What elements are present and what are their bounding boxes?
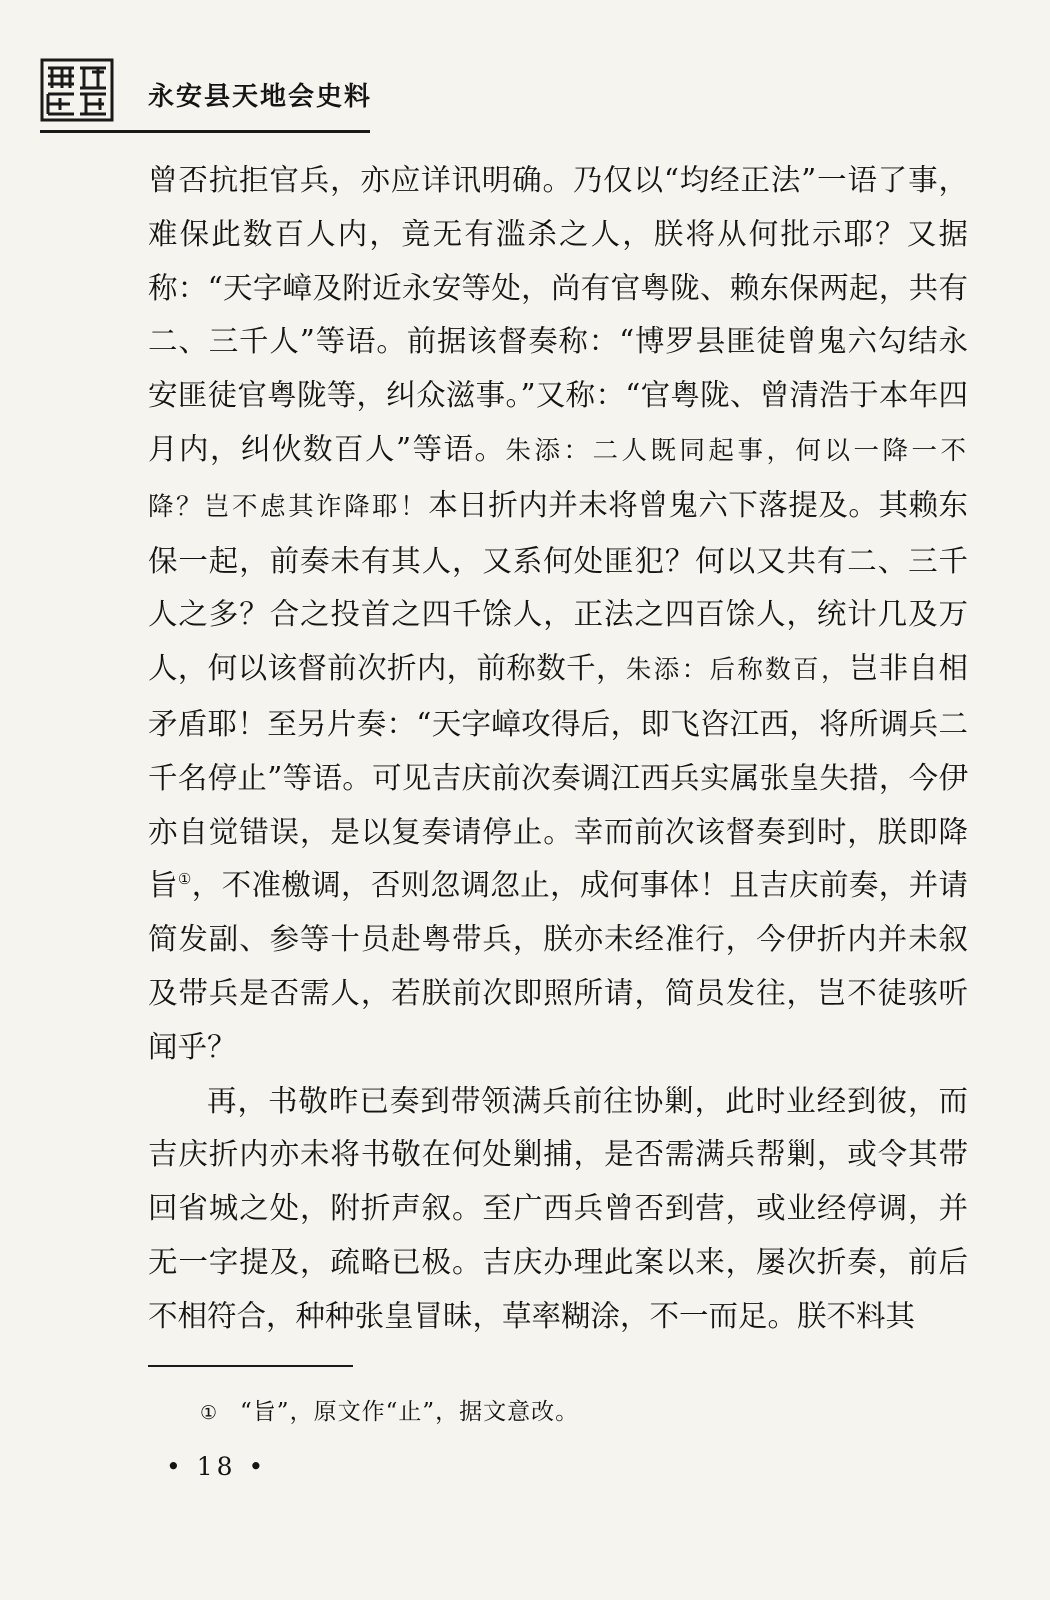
- paragraph-1: [148, 154, 968, 1075]
- footnote-text: “旨”，原文作“止”，据文意改。: [240, 1399, 580, 1425]
- imperial-note: 朱添：后称数百，: [625, 655, 849, 686]
- text-run: ，不准檄调，否则忽调忽止，成何事体！且吉庆前奏，并请简发副、参等十员赴粤带兵，朕亦未经准行，今伊折内并未叙及带兵是否需人，若朕前次即照所请，简员发往，岂不徒骇听闻乎？: [148, 868, 968, 1064]
- footnote-reference: ①: [177, 870, 192, 889]
- footnote-rule: [148, 1365, 353, 1367]
- text-run: 岂非自相矛盾耶！至另片奏：“天字嶂攻得后，即飞咨江西，将所调兵二千名停止”等语。可见吉庆前次奏调江西兵实属张皇失措，今伊亦自觉错误，是以复奏请停止。幸而前次该督奏到时，朕即降旨: [148, 651, 968, 903]
- seal-stamp-icon: [40, 58, 114, 122]
- page-number: • 18 •: [166, 1452, 268, 1481]
- body-text: [148, 154, 968, 1344]
- footnote: [200, 1398, 579, 1428]
- paragraph-2: 再，书敬昨已奏到带领满兵前往协剿，此时业经到彼，而吉庆折内亦未将书敬在何处剿捕，是否需满兵帮剿，或令其带回省城之处，附折声叙。至广西兵曾否到营，或业经停调，并无一字提及，疏略已极。吉庆办理此案以来，屡次折奏，前后不相符合，种种张皇冒昧，草率糊涂，不一而足。朕不料其: [148, 1083, 968, 1333]
- imperial-note: 朱添：二人既同起事，何以一降一不降？岂不虑其诈降耶！: [148, 435, 968, 522]
- footnote-marker: ①: [200, 1402, 219, 1424]
- header-rule: [40, 130, 370, 133]
- running-title: 永安县天地会史料: [148, 82, 373, 112]
- text-run: 本日折内并未将曾鬼六下落提及。其赖东保一起，前奏未有其人，又系何处匪犯？何以又共有二、三千人之多？合之投首之四千馀人，正法之四百馀人，统计几及万人，何以该督前次折内，前称数千，: [148, 487, 968, 686]
- text-run: 曾否抗拒官兵，亦应详讯明确。乃仅以“均经正法”一语了事，难保此数百人内，竟无有滥杀之人，朕将从何批示耶？又据称：“天字嶂及附近永安等处，尚有官粤陇、赖东保两起，共有二、三千人”等语。前据该督奏称：“博罗县匪徒曾鬼六勾结永安匪徒官粤陇等，纠众滋事。”又称：“官粤陇、曾清浩于本年四月内，纠伙数百人”等语。: [148, 163, 968, 466]
